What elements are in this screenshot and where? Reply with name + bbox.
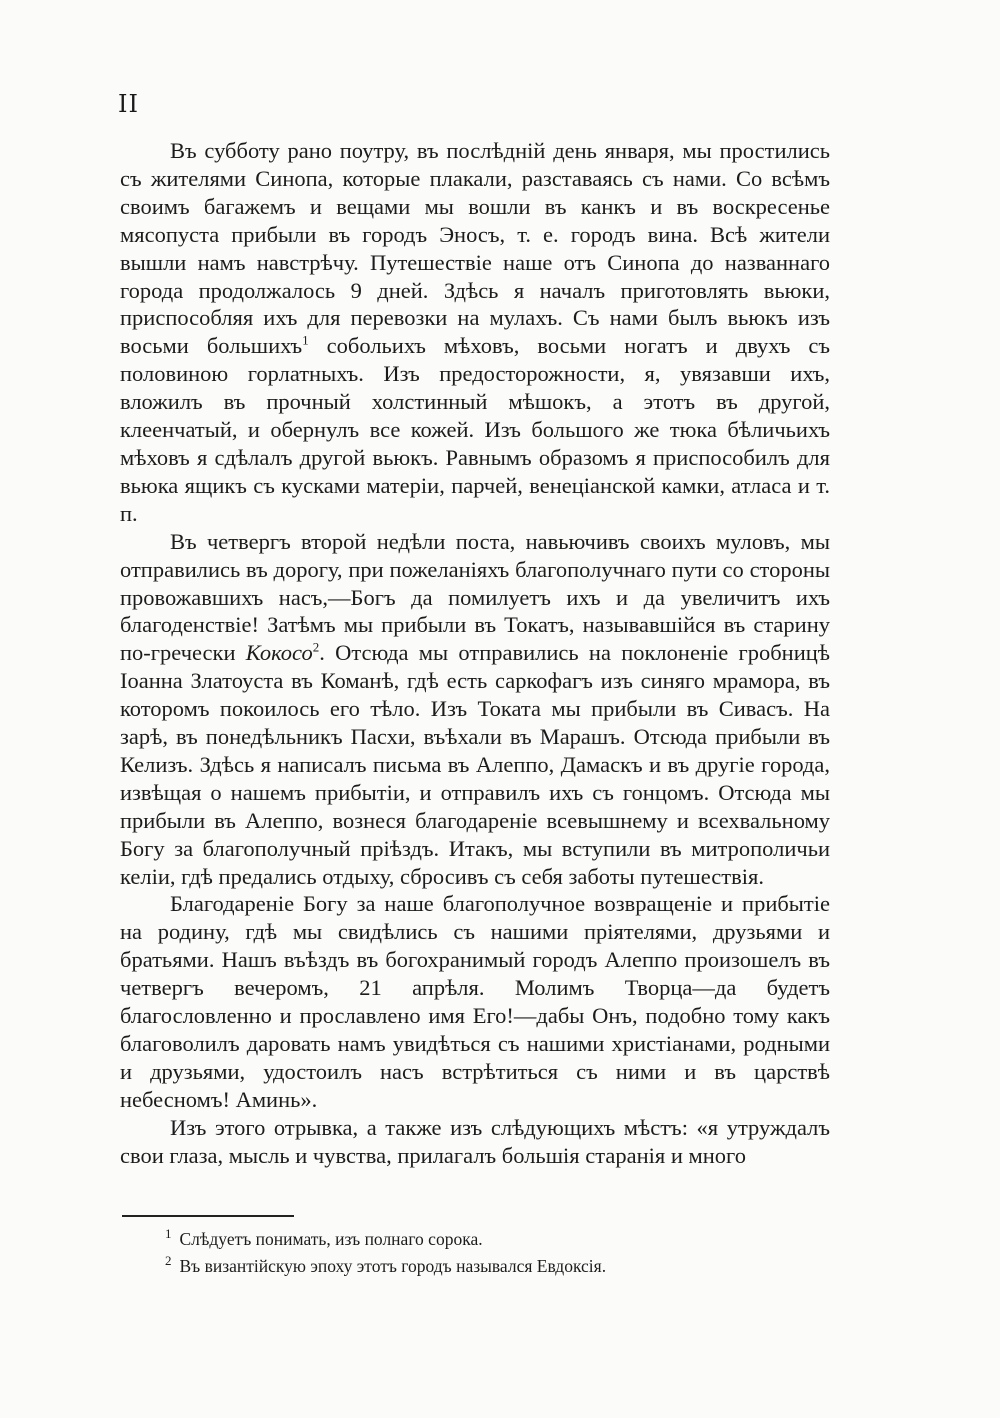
paragraph-3: Благодареніе Богу за наше благополучное возвращеніе и прибытіе на родину, гдѣ мы свидѣлись съ нашими пріятелями, друзьями и братьями. Нашъ въѣздъ въ богохранимый городъ Алеппо произошелъ въ четвергъ вечеромъ, 21 апрѣля. Молимъ Творца—да будетъ благословленно и прославлено имя Его!—дабы Онъ, подобно тому какъ благоволилъ даровать намъ увидѣться съ нашими христіанами, родными и друзьями, удостоилъ насъ встрѣтиться съ ними и въ царствѣ небесномъ! Аминь». — [120, 891, 830, 1112]
footnote-ref-1: 1 — [302, 332, 309, 348]
footnotes — [165, 1226, 805, 1280]
paragraph-4: Изъ этого отрывка, а также изъ слѣдующихъ мѣстъ: «я утруждалъ свои глаза, мысль и чувства, прилагалъ большія старанія и много — [120, 1114, 830, 1168]
footnote-divider — [122, 1215, 294, 1217]
greek-name-kokoso: Кокосо — [245, 640, 313, 666]
paragraph-1 — [120, 137, 830, 528]
footnote-1-text: Слѣдуетъ понимать, изъ полнаго сорока. — [179, 1229, 483, 1249]
paragraph-2 — [120, 528, 830, 891]
footnote-1-mark: 1 — [165, 1226, 172, 1242]
paragraph-1-text-b: собольихъ мѣховъ, восьми ногатъ и двухъ съ половиною горлатныхъ. Изъ предосторожности, я, увязавши ихъ, вложилъ въ прочный холстинный мѣшокъ, а этотъ въ другой, клеенчатый, и обернулъ все кожей. Изъ большого же тюка бѣличьихъ мѣховъ я сдѣлалъ другой вьюкъ. Равнымъ образомъ я приспособилъ для вьюка ящикъ съ кусками матеріи, парчей, венеціанской камки, атласа и т. п. — [120, 333, 830, 526]
footnote-2-text: Въ византійскую эпоху этотъ городъ назывался Евдоксія. — [179, 1256, 607, 1276]
footnote-2-mark: 2 — [165, 1253, 172, 1269]
paragraph-2-text-b: . Отсюда мы отправились на поклоненіе гробницѣ Іоанна Златоуста въ Команѣ, гдѣ есть саркофагъ изъ синяго мрамора, въ которомъ покоилось его тѣло. Изъ Токата мы прибыли въ Сивасъ. На зарѣ, въ понедѣльникъ Пасхи, въѣхали въ Марашъ. Отсюда прибыли въ Келизъ. Здѣсь я написалъ письма въ Алеппо, Дамаскъ и въ другіе города, извѣщая о нашемъ прибытіи, и отправилъ ихъ съ гонцомъ. Отсюда мы прибыли въ Алеппо, вознеся благодареніе всевышнему и всехвальному Богу за благополучный пріѣздъ. Итакъ, мы вступили въ митрополичьи келіи, гдѣ предались отдыху, сбросивъ съ себя заботы путешествія. — [120, 640, 830, 889]
page-number: II — [118, 90, 139, 118]
paragraph-1-text-a: Въ субботу рано поутру, въ послѣдній день января, мы простились съ жителями Синопа, которые плакали, разставаясь съ нами. Со всѣмъ своимъ багажемъ и вещами мы вошли въ канкъ и въ воскресенье мясопуста прибыли въ городъ Эносъ, т. е. городъ вина. Всѣ жители вышли намъ навстрѣчу. Путешествіе наше отъ Синопа до названнаго города продолжалось 9 дней. Здѣсь я началъ приготовлять вьюки, приспособляя ихъ для перевозки на мулахъ. Съ нами былъ вьюкъ изъ восьми большихъ — [120, 138, 830, 359]
footnote-1 — [165, 1226, 805, 1253]
main-text — [120, 137, 830, 1170]
footnote-2 — [165, 1253, 805, 1280]
footnote-ref-2: 2 — [312, 639, 320, 655]
paragraph-2-text-a: Въ четвергъ второй недѣли поста, навьючивъ своихъ муловъ, мы отправились въ дорогу, при пожеланіяхъ благополучнаго пути со стороны провожавшихъ насъ,—Богъ да помилуетъ ихъ и да увеличитъ ихъ благоденствіе! Затѣмъ мы прибыли въ Токатъ, называвшійся въ старину по-гречески — [120, 528, 830, 666]
